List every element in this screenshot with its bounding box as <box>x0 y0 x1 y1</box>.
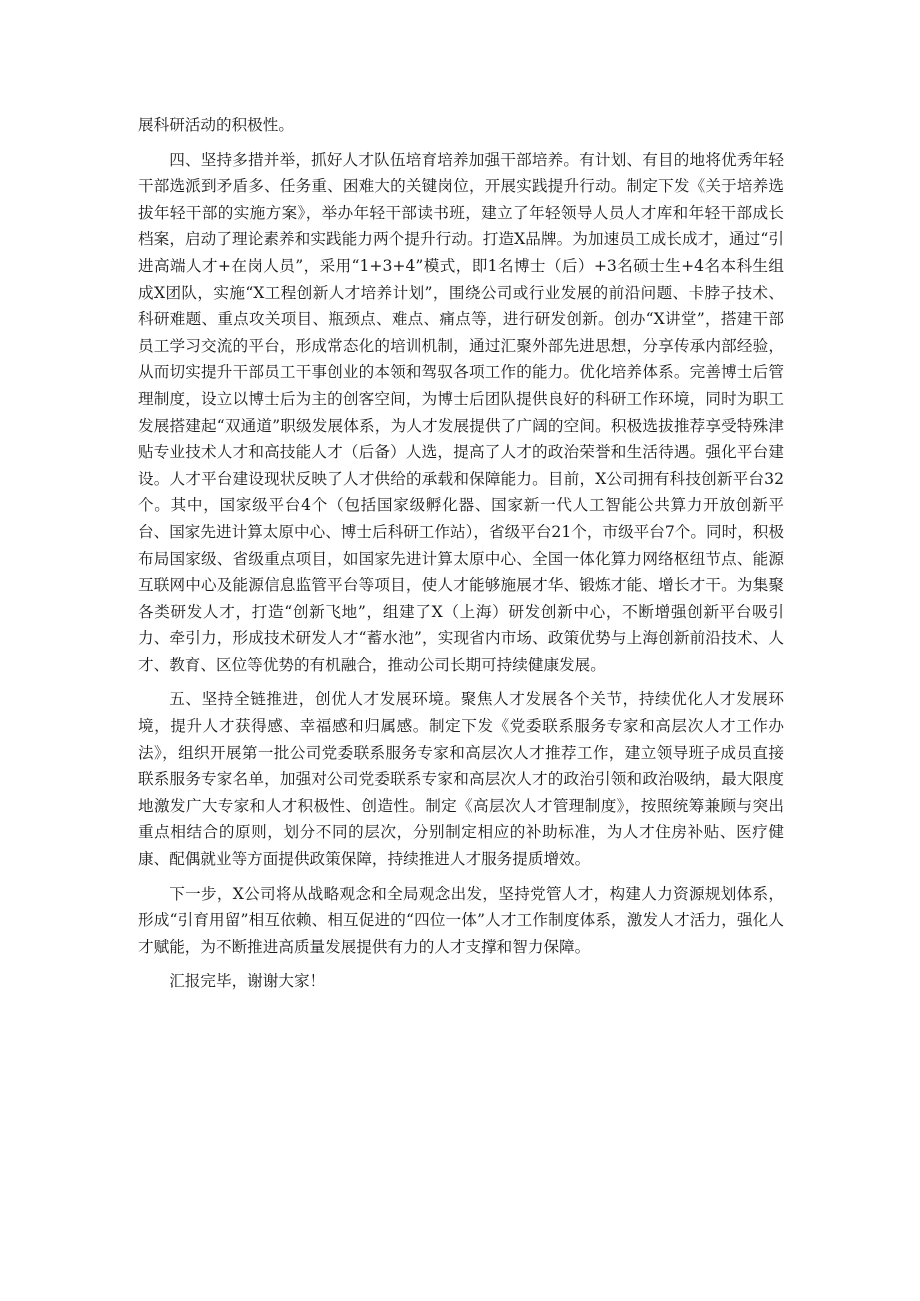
paragraph-section-five: 五、坚持全链推进，创优人才发展环境。聚焦人才发展各个关节，持续优化人才发展环境，提升人才获得感、幸福感和归属感。制定下发《党委联系服务专家和高层次人才工作办法》，组织开展第一批公司党委联系服务专家和高层次人才推荐工作，建立领导班子成员直接联系服务专家名单，加强对公司党委联系专家和高层次人才的政治引领和政治吸纳，最大限度地激发广大专家和人才积极性、创造性。制定《高层次人才管理制度》，按照统筹兼顾与突出重点相结合的原则，划分不同的层次，分别制定相应的补助标准，为人才住房补贴、医疗健康、配偶就业等方面提供政策保障，持续推进人才服务提质增效。 <box>138 690 784 869</box>
paragraph-closing: 汇报完毕，谢谢大家！ <box>169 972 326 991</box>
paragraph-section-four: 四、坚持多措并举，抓好人才队伍培育培养加强干部培养。有计划、有目的地将优秀年轻干部选派到矛盾多、任务重、困难大的关键岗位，开展实践提升行动。制定下发《关于培养选拔年轻干部的实施方案》，举办年轻干部读书班，建立了年轻领导人员人才库和年轻干部成长档案，启动了理论素养和实践能力两个提升行动。打造X品牌。为加速员工成长成才，通过“引进高端人才+在岗人员”，采用“1+3+4”模式，即1名博士（后）+3名硕士生+4名本科生组成X团队，实施“X工程创新人才培养计划”，围绕公司或行业发展的前沿问题、卡脖子技术、科研难题、重点攻关项目、瓶颈点、难点、痛点等，进行研发创新。创办“X讲堂”，搭建干部员工学习交流的平台，形成常态化的培训机制，通过汇聚外部先进思想，分享传承内部经验，从而切实提升干部员工干事创业的本领和驾驭各项工作的能力。优化培养体系。完善博士后管理制度，设立以博士后为主的创客空间，为博士后团队提供良好的科研工作环境，同时为职工发展搭建起“双通道”职级发展体系，为人才发展提供了广阔的空间。积极选拔推荐享受特殊津贴专业技术人才和高技能人才（后备）人选，提高了人才的政治荣誉和生活待遇。强化平台建设。人才平台建设现状反映了人才供给的承载和保障能力。目前，X公司拥有科技创新平台32个。其中，国家级平台4个（包括国家级孵化器、国家新一代人工智能公共算力开放创新平台、国家先进计算太原中心、博士后科研工作站），省级平台21个，市级平台7个。同时，积极布局国家级、省级重点项目，如国家先进计算太原中心、全国一体化算力网络枢纽节点、能源互联网中心及能源信息监管平台等项目，使人才能够施展才华、锻炼才能、增长才干。为集聚各类研发人才，打造“创新飞地”，组建了X（上海）研发创新中心，不断增强创新平台吸引力、牵引力，形成技术研发人才“蓄水池”，实现省内市场、政策优势与上海创新前沿技术、人才、教育、区位等优势的有机融合，推动公司长期可持续健康发展。 <box>138 150 784 674</box>
paragraph-continuation: 展科研活动的积极性。 <box>138 116 294 134</box>
paragraph-next-step: 下一步，X公司将从战略观念和全局观念出发，坚持党管人才，构建人力资源规划体系，形成“引育用留”相互依赖、相互促进的“四位一体”人才工作制度体系，激发人才活力，强化人才赋能，为不断推进高质量发展提供有力的人才支撑和智力保障。 <box>138 884 784 956</box>
document-page <box>138 112 784 1003</box>
